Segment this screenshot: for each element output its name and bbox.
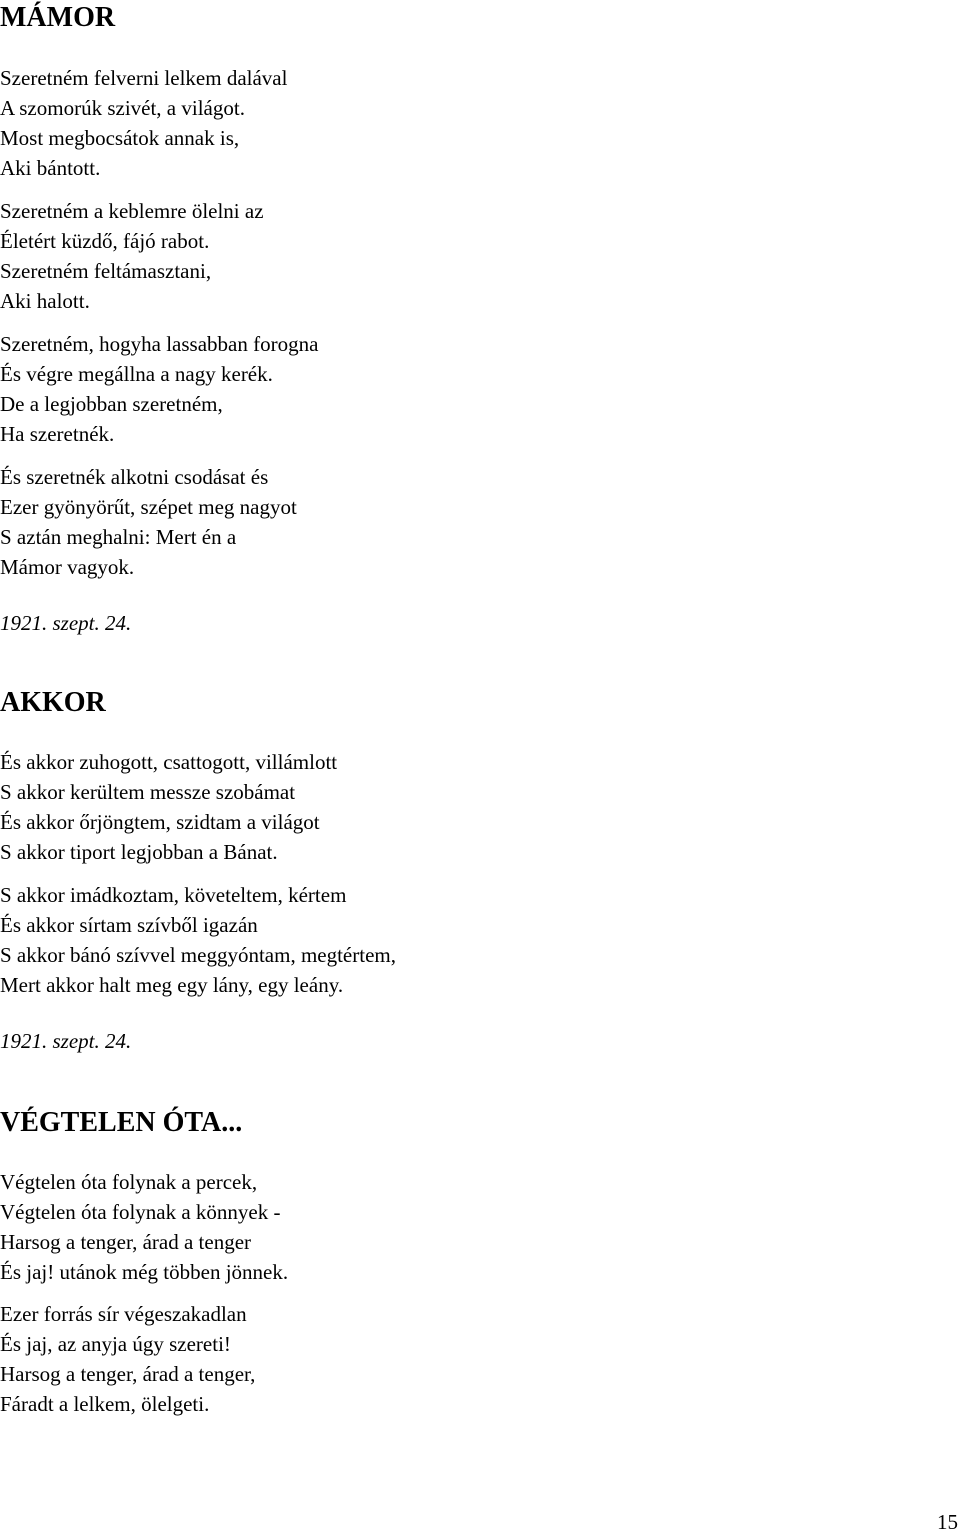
poem-line: Szeretném felverni lelkem dalával — [0, 66, 288, 90]
poem-line: És jaj, az anyja úgy szereti! — [0, 1332, 231, 1356]
poem-line: S akkor kerültem messze szobámat — [0, 780, 296, 804]
poem-line: S akkor bánó szívvel meggyóntam, megtértem, — [0, 943, 396, 967]
poem-line: És jaj! utánok még többen jönnek. — [0, 1260, 289, 1284]
poem-line: S akkor tiport legjobban a Bánat. — [0, 840, 278, 864]
poem-line: Szeretném a keblemre ölelni az — [0, 199, 264, 223]
poem-line: Harsog a tenger, árad a tenger, — [0, 1362, 256, 1386]
poem-mamor — [0, 2, 900, 638]
poem-date: 1921. szept. 24. — [0, 611, 132, 635]
poem-line: És szeretnék alkotni csodásat és — [0, 465, 269, 489]
poem-line: Harsog a tenger, árad a tenger — [0, 1230, 252, 1254]
stanza — [0, 63, 900, 183]
stanza — [0, 747, 900, 867]
poem-line: Mámor vagyok. — [0, 555, 135, 579]
poem-line: Fáradt a lelkem, ölelgeti. — [0, 1392, 210, 1416]
stanza — [0, 1167, 900, 1287]
stanza — [0, 462, 900, 582]
poem-line: De a legjobban szeretném, — [0, 392, 223, 416]
poem-line: És akkor sírtam szívből igazán — [0, 913, 258, 937]
poem-line: Ha szeretnék. — [0, 422, 115, 446]
poem-line: Most megbocsátok annak is, — [0, 126, 240, 150]
page-number: 15 — [937, 1510, 958, 1534]
poem-line: Szeretném feltámasztani, — [0, 259, 212, 283]
stanza — [0, 196, 900, 316]
poem-title: AKKOR — [0, 687, 106, 718]
poem-line: Végtelen óta folynak a percek, — [0, 1170, 258, 1194]
poem-line: Ezer forrás sír végeszakadlan — [0, 1302, 247, 1326]
poem-line: A szomorúk szivét, a világot. — [0, 96, 245, 120]
poem-line: Mert akkor halt meg egy lány, egy leány. — [0, 973, 344, 997]
poem-line: És végre megállna a nagy kerék. — [0, 362, 273, 386]
poem-line: Életért küzdő, fájó rabot. — [0, 229, 210, 253]
poem-title: VÉGTELEN ÓTA... — [0, 1107, 243, 1138]
poem-date: 1921. szept. 24. — [0, 1029, 132, 1053]
poem-line: Aki bántott. — [0, 156, 101, 180]
poem-line: Aki halott. — [0, 289, 90, 313]
poem-akkor — [0, 687, 900, 1056]
poem-line: És akkor zuhogott, csattogott, villámlott — [0, 750, 338, 774]
poem-line: Szeretném, hogyha lassabban forogna — [0, 332, 319, 356]
poem-line: És akkor őrjöngtem, szidtam a világot — [0, 810, 320, 834]
stanza — [0, 1299, 900, 1419]
poem-line: Végtelen óta folynak a könnyek - — [0, 1200, 281, 1224]
poem-vegtelen-ota — [0, 1107, 900, 1419]
poem-title: MÁMOR — [0, 2, 116, 33]
poem-line: S akkor imádkoztam, követeltem, kértem — [0, 883, 347, 907]
stanza — [0, 880, 900, 1000]
stanza — [0, 329, 900, 449]
poem-line: S aztán meghalni: Mert én a — [0, 525, 237, 549]
poem-line: Ezer gyönyörűt, szépet meg nagyot — [0, 495, 297, 519]
